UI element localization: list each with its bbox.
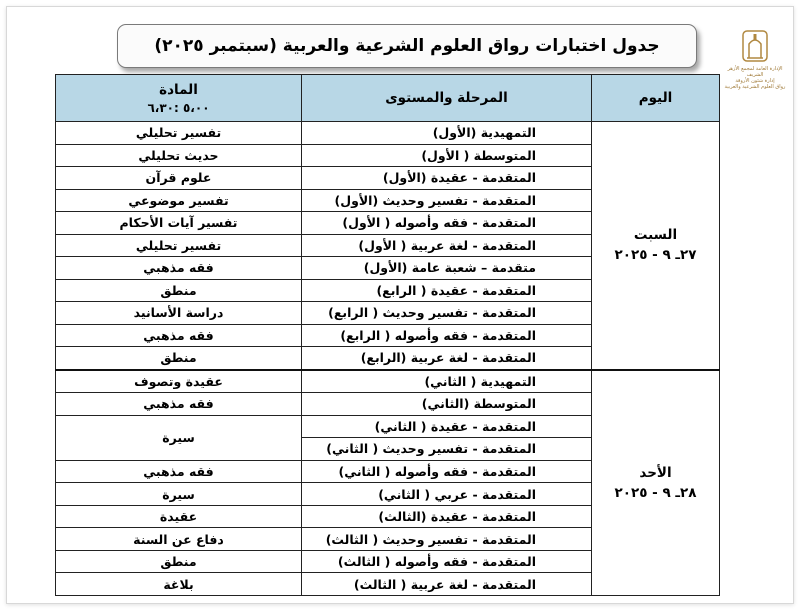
- stage-cell: المتقدمة - تفسير وحديث ( الثاني): [302, 438, 592, 461]
- stage-cell: التمهيدية ( الثاني): [302, 370, 592, 393]
- day-date: ٢٨ـ ٩ - ٢٠٢٥: [614, 484, 697, 501]
- header-day: اليوم: [592, 75, 720, 122]
- subject-cell: تفسير تحليلي: [56, 122, 302, 145]
- stage-cell: المتقدمة - فقه وأصوله ( الرابع): [302, 324, 592, 347]
- stage-cell: المتوسطة (الثاني): [302, 393, 592, 416]
- subject-cell: دفاع عن السنة: [56, 528, 302, 551]
- subject-cell: عقيدة وتصوف: [56, 370, 302, 393]
- subject-cell: تفسير تحليلي: [56, 234, 302, 257]
- table-header-row: [56, 75, 720, 122]
- table-row: [56, 122, 720, 145]
- day-name: الأحد: [639, 464, 672, 481]
- exam-schedule-table: [55, 74, 720, 596]
- subject-cell: علوم قرآن: [56, 167, 302, 190]
- stage-cell: المتقدمة - لغة عربية (الرابع): [302, 347, 592, 370]
- subject-cell: فقه مذهبي: [56, 393, 302, 416]
- stage-cell: المتقدمة - فقه وأصوله ( الثالث): [302, 550, 592, 573]
- stage-cell: المتقدمة - عقيدة (الثالث): [302, 505, 592, 528]
- stage-cell: المتقدمة - تفسير وحديث ( الرابع): [302, 302, 592, 325]
- header-time: ٥،٠٠ :٦،٣٠: [147, 100, 210, 115]
- subject-cell: بلاغة: [56, 573, 302, 596]
- day-cell-saturday: [592, 122, 720, 370]
- day-cell-sunday: [592, 370, 720, 596]
- stage-cell: المتقدمة - عقيدة ( الثاني): [302, 415, 592, 438]
- stage-cell: المتقدمة - عقيدة ( الرابع): [302, 279, 592, 302]
- stage-cell: المتقدمة - لغة عربية ( الثالث): [302, 573, 592, 596]
- stage-cell: المتقدمة - فقه وأصوله ( الأول): [302, 212, 592, 235]
- stage-cell: المتوسطة ( الأول): [302, 144, 592, 167]
- table-row: [56, 370, 720, 393]
- subject-cell: منطق: [56, 347, 302, 370]
- stage-cell: المتقدمة - لغة عربية ( الأول): [302, 234, 592, 257]
- subject-cell: منطق: [56, 279, 302, 302]
- subject-cell: دراسة الأسانيد: [56, 302, 302, 325]
- emblem-icon: [740, 28, 770, 64]
- header-subject: [56, 75, 302, 122]
- logo-line-2: إدارة شئون الأروقة: [735, 78, 775, 84]
- stage-cell: المتقدمة - فقه وأصوله ( الثاني): [302, 460, 592, 483]
- subject-cell: عقيدة: [56, 505, 302, 528]
- subject-cell: فقه مذهبي: [56, 324, 302, 347]
- subject-cell: حديث تحليلي: [56, 144, 302, 167]
- subject-cell: تفسير آيات الأحكام: [56, 212, 302, 235]
- subject-cell: فقه مذهبي: [56, 460, 302, 483]
- stage-cell: التمهيدية (الأول): [302, 122, 592, 145]
- subject-cell: فقه مذهبي: [56, 257, 302, 280]
- subject-cell: سيرة: [56, 483, 302, 506]
- title-box: [117, 24, 697, 68]
- stage-cell: متقدمة – شعبة عامة (الأول): [302, 257, 592, 280]
- stage-cell: المتقدمة - عربي ( الثاني): [302, 483, 592, 506]
- page-title: جدول اختبارات رواق العلوم الشرعية والعربية (سبتمبر ٢٠٢٥): [154, 36, 660, 56]
- header-subject-label: المادة: [159, 81, 198, 98]
- logo-line-1: الإدارة العامة لمجمع الأزهر الشريف: [727, 66, 783, 78]
- subject-cell: منطق: [56, 550, 302, 573]
- azhar-logo: [722, 28, 788, 100]
- stage-cell: المتقدمة - تفسير وحديث (الأول): [302, 189, 592, 212]
- subject-cell: تفسير موضوعي: [56, 189, 302, 212]
- header-stage: المرحلة والمستوى: [302, 75, 592, 122]
- subject-cell: سيرة: [56, 415, 302, 460]
- stage-cell: المتقدمة - عقيدة (الأول): [302, 167, 592, 190]
- day-date: ٢٧ـ ٩ - ٢٠٢٥: [614, 247, 697, 264]
- stage-cell: المتقدمة - تفسير وحديث ( الثالث): [302, 528, 592, 551]
- day-name: السبت: [633, 227, 678, 244]
- logo-line-3: رواق العلوم الشرعية والعربية: [724, 84, 786, 90]
